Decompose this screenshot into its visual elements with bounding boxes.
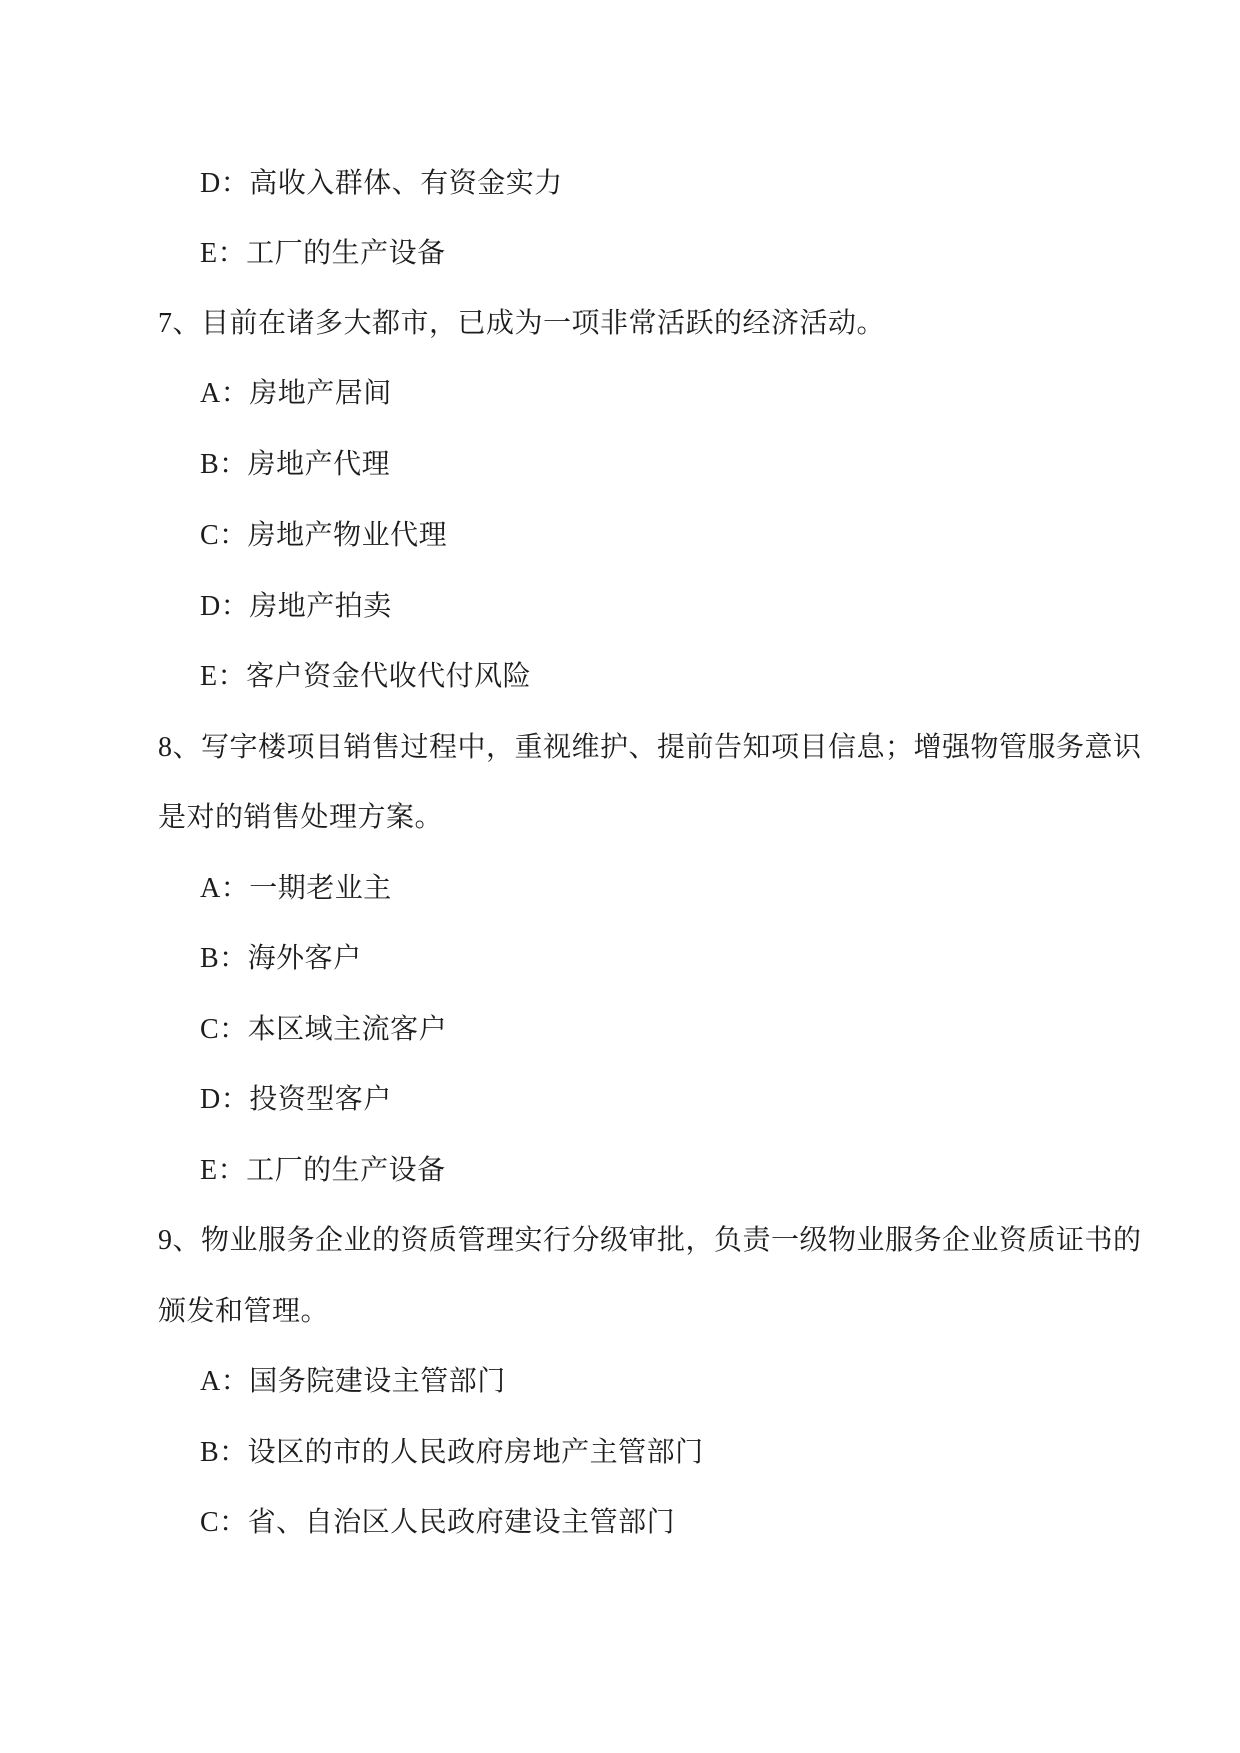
- question-text: 颁发和管理。: [158, 1296, 330, 1327]
- question-text: 是对的销售处理方案。: [158, 802, 444, 833]
- answer-option: A：国务院建设主管部门: [200, 1366, 506, 1397]
- question-text: 9、物业服务企业的资质管理实行分级审批，负责一级物业服务企业资质证书的: [158, 1225, 1142, 1256]
- question-text: 8、写字楼项目销售过程中，重视维护、提前告知项目信息；增强物管服务意识: [158, 732, 1142, 763]
- answer-option: D：投资型客户: [200, 1084, 392, 1115]
- answer-option: B：房地产代理: [200, 449, 391, 480]
- answer-option: E：客户资金代收代付风险: [200, 661, 532, 692]
- answer-option: A：房地产居间: [200, 378, 392, 409]
- answer-option: D：房地产拍卖: [200, 591, 392, 622]
- answer-option: B：设区的市的人民政府房地产主管部门: [200, 1437, 704, 1468]
- answer-option: B：海外客户: [200, 943, 362, 974]
- answer-option: D：高收入群体、有资金实力: [200, 168, 563, 199]
- answer-option: C：房地产物业代理: [200, 520, 448, 551]
- answer-option: C：本区域主流客户: [200, 1014, 448, 1045]
- answer-option: E：工厂的生产设备: [200, 238, 446, 269]
- question-text: 7、目前在诸多大都市，已成为一项非常活跃的经济活动。: [158, 308, 886, 339]
- answer-option: E：工厂的生产设备: [200, 1155, 446, 1186]
- answer-option: A：一期老业主: [200, 873, 392, 904]
- answer-option: C：省、自治区人民政府建设主管部门: [200, 1507, 676, 1538]
